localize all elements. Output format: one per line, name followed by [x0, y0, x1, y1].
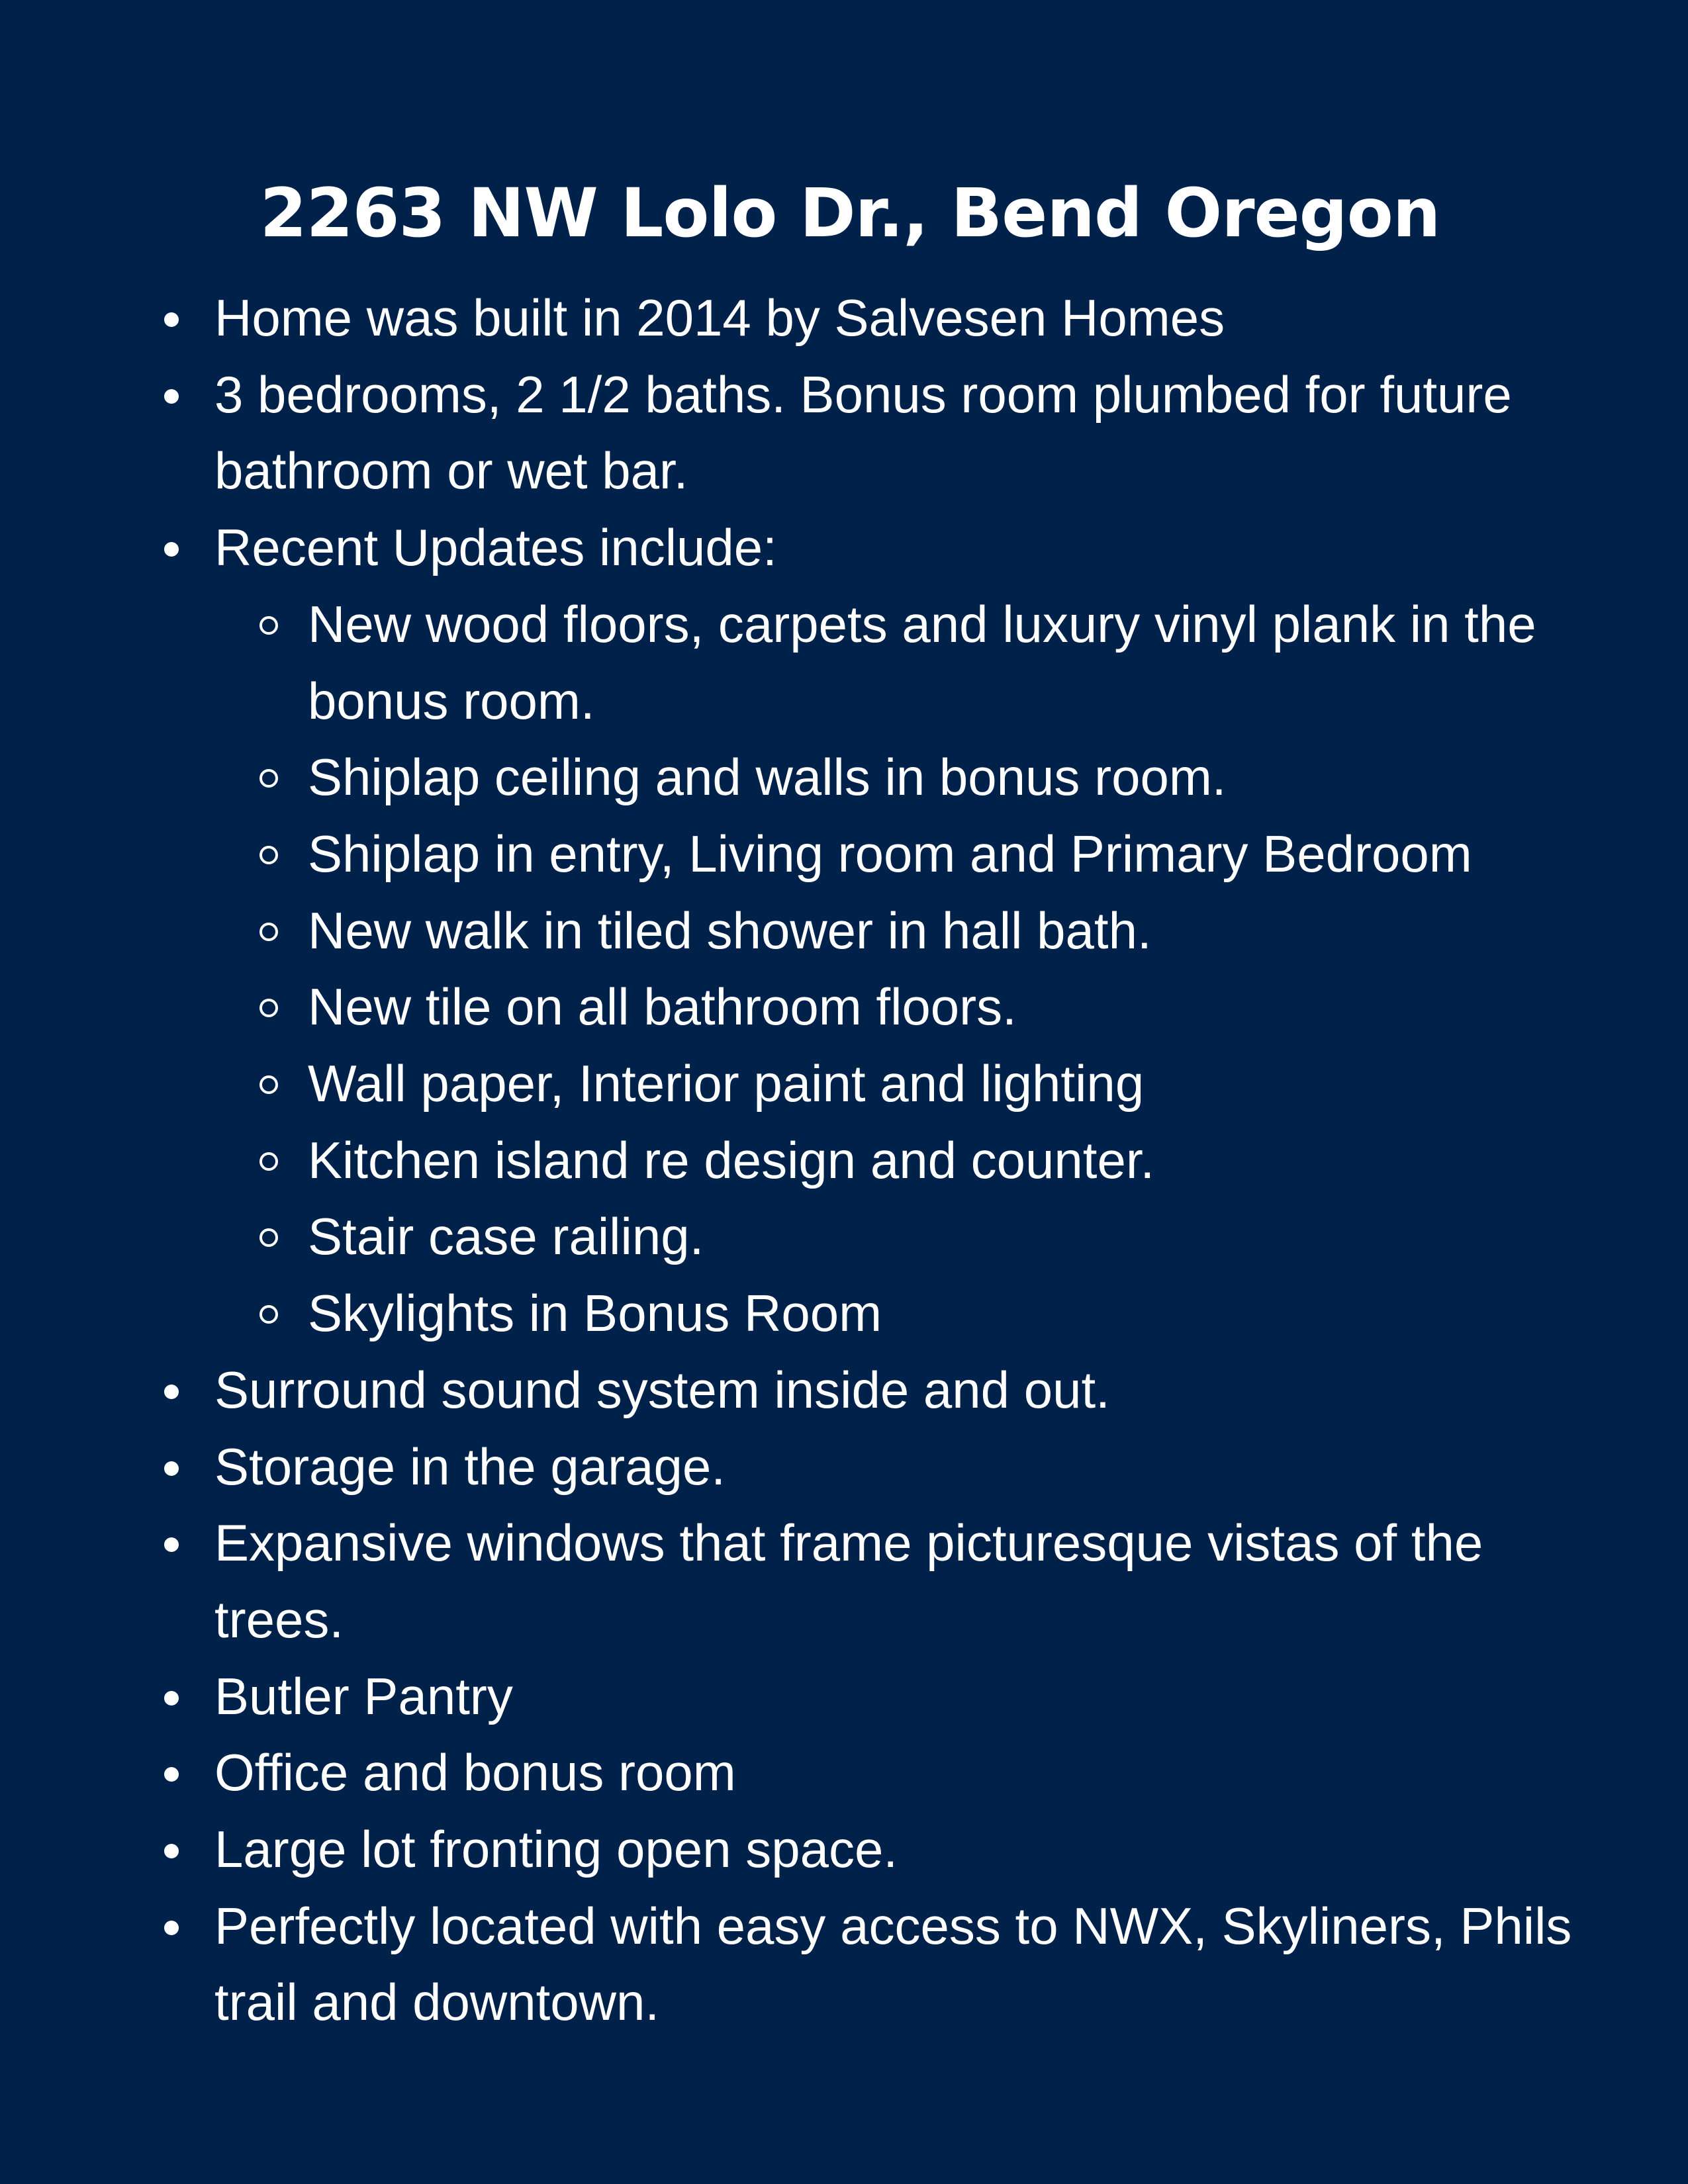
bullet-icon	[164, 1921, 179, 1935]
list-item-text: Kitchen island re design and counter.	[308, 1130, 1155, 1189]
hollow-bullet-icon	[259, 846, 278, 864]
list-item	[0, 1659, 1688, 1735]
list-item	[0, 357, 1688, 510]
sub-list-item	[0, 1275, 1688, 1352]
list-item-text: Skylights in Bonus Room	[308, 1284, 882, 1343]
list-item	[0, 1429, 1688, 1506]
list-item-text: Shiplap in entry, Living room and Primary Bedroom	[308, 824, 1472, 883]
hollow-bullet-icon	[259, 1305, 278, 1324]
feature-list	[0, 280, 1688, 2041]
list-item-text: Stair case railing.	[308, 1207, 704, 1266]
page-title: 2263 NW Lolo Dr., Bend Oregon	[259, 174, 1440, 253]
list-item-text: 3 bedrooms, 2 1/2 baths. Bonus room plumbed for future bathroom or wet bar.	[214, 365, 1512, 500]
list-item	[0, 1811, 1688, 1888]
hollow-bullet-icon	[259, 923, 278, 941]
bullet-icon	[164, 1844, 179, 1858]
list-item-text: Home was built in 2014 by Salvesen Homes	[214, 289, 1225, 347]
sub-list-item	[0, 586, 1688, 739]
bullet-icon	[164, 312, 179, 327]
sub-list-item	[0, 739, 1688, 816]
sub-list-item	[0, 1122, 1688, 1199]
list-item-text: Surround sound system inside and out.	[214, 1360, 1110, 1419]
list-item-text: Butler Pantry	[214, 1666, 513, 1725]
bullet-icon	[164, 1767, 179, 1782]
list-item	[0, 1735, 1688, 1811]
list-item-text: Shiplap ceiling and walls in bonus room.	[308, 748, 1227, 807]
list-item-text: Perfectly located with easy access to NWX, Skyliners, Phils trail and downtown.	[214, 1896, 1572, 2032]
list-item-text: Wall paper, Interior paint and lighting	[308, 1054, 1145, 1113]
list-item-text: Recent Updates include:	[214, 518, 777, 577]
list-item-text: New tile on all bathroom floors.	[308, 978, 1017, 1036]
sub-list-item	[0, 1046, 1688, 1122]
list-item	[0, 1888, 1688, 2041]
sub-list-item	[0, 816, 1688, 893]
bullet-icon	[164, 1537, 179, 1552]
list-item	[0, 1505, 1688, 1658]
hollow-bullet-icon	[259, 769, 278, 788]
sub-list-item	[0, 1199, 1688, 1275]
hollow-bullet-icon	[259, 1075, 278, 1094]
sub-list-item	[0, 969, 1688, 1046]
hollow-bullet-icon	[259, 1152, 278, 1171]
bullet-icon	[164, 542, 179, 557]
list-item-text: Large lot fronting open space.	[214, 1820, 898, 1879]
list-item	[0, 510, 1688, 586]
list-item-text: Storage in the garage.	[214, 1437, 726, 1496]
list-item-text: New wood floors, carpets and luxury vinyl plank in the bonus room.	[308, 594, 1536, 730]
bullet-icon	[164, 1461, 179, 1476]
list-item-text: Office and bonus room	[214, 1743, 736, 1802]
sub-list-item	[0, 893, 1688, 970]
list-item	[0, 280, 1688, 357]
bullet-icon	[164, 1691, 179, 1706]
hollow-bullet-icon	[259, 1228, 278, 1247]
list-item-text: New walk in tiled shower in hall bath.	[308, 901, 1152, 960]
list-item	[0, 1352, 1688, 1429]
bullet-icon	[164, 389, 179, 404]
hollow-bullet-icon	[259, 616, 278, 635]
hollow-bullet-icon	[259, 999, 278, 1017]
list-item-text: Expansive windows that frame picturesque vistas of the trees.	[214, 1514, 1483, 1649]
bullet-icon	[164, 1385, 179, 1399]
